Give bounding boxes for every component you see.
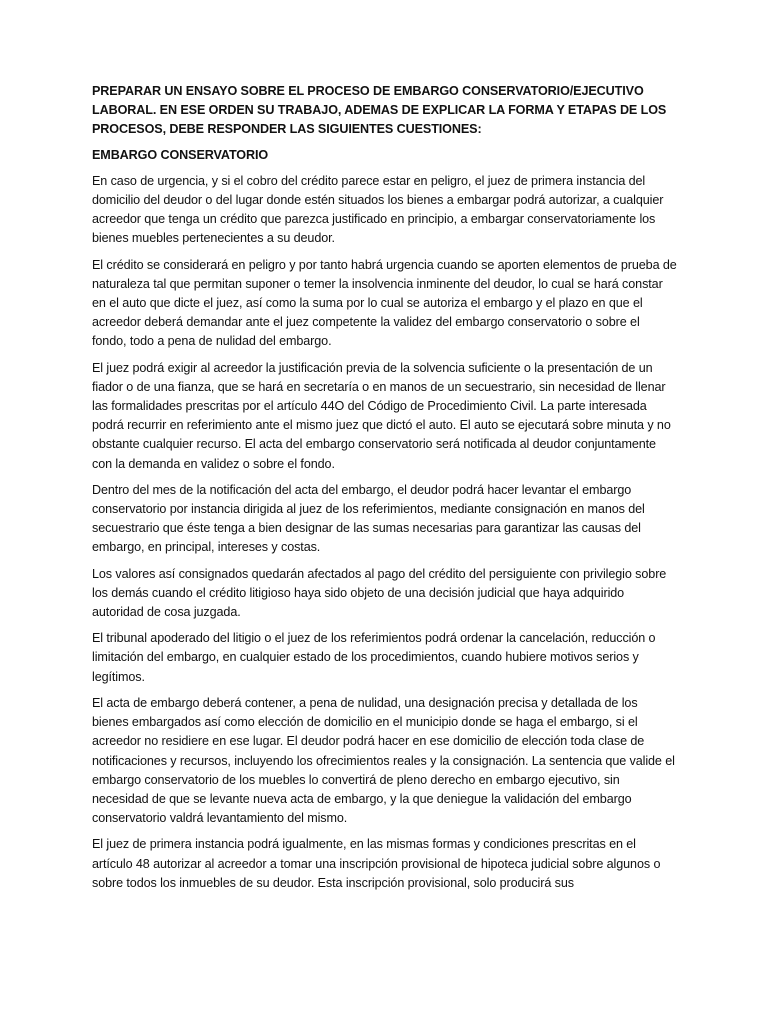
section-title: EMBARGO CONSERVATORIO xyxy=(92,147,269,162)
paragraph: El crédito se considerará en peligro y por tanto habrá urgencia cuando se aporten elementos de prueba de naturaleza tal que permitan suponer o temer la insolvencia inminente del deudor, lo cual se hará constar en el auto que dicte el juez, así como la suma por lo cual se autoriza el embargo y el plazo en que el acreedor deberá demandar ante el juez competente la validez del embargo conservatorio o sobre el fondo, todo a pena de nulidad del embargo. xyxy=(92,257,677,349)
paragraph: Dentro del mes de la notificación del acta del embargo, el deudor podrá hacer levantar el embargo conservatorio por instancia dirigida al juez de los referimientos, mediante consignación en manos del secuestrario que éste tenga a bien designar de las sumas necesarias para garantizar las causas del embargo, en principal, intereses y costas. xyxy=(92,482,645,555)
paragraph: El juez podrá exigir al acreedor la justificación previa de la solvencia suficiente o la presentación de un fiador o de una fianza, que se hará en secretaría o en manos de un secuestrario, sin necesidad de llenar las formalidades prescritas por el artículo 44O del Código de Procedimiento Civil. La parte interesada podrá recurrir en referimiento ante el mismo juez que dictó el auto. El auto se ejecutará sobre minuta y no obstante cualquier recurso. El acta del embargo conservatorio será notificada al deudor conjuntamente con la demanda en validez o sobre el fondo. xyxy=(92,360,671,471)
paragraph: El tribunal apoderado del litigio o el juez de los referimientos podrá ordenar la cancelación, reducción o limitación del embargo, en cualquier estado de los procedimientos, cuando hubiere motivos serios y legítimos. xyxy=(92,631,656,684)
document-body xyxy=(92,82,677,900)
paragraph: El acta de embargo deberá contener, a pena de nulidad, una designación precisa y detallada de los bienes embargados así como elección de domicilio en el municipio donde se haga el embargo, si el acreedor no residiere en ese lugar. El deudor podrá hacer en ese domicilio de elección toda clase de notificaciones y recursos, incluyendo los ofrecimientos reales y la consignación. La sentencia que valide el embargo conservatorio de los muebles lo convertirá de pleno derecho en embargo ejecutivo, sin necesidad de que se levante nueva acta de embargo, y la que deniegue la validación del embargo conservatorio valdrá levantamiento del mismo. xyxy=(92,695,675,826)
paragraph: El juez de primera instancia podrá igualmente, en las mismas formas y condiciones prescritas en el artículo 48 autorizar al acreedor a tomar una inscripción provisional de hipoteca judicial sobre algunos o sobre todos los inmuebles de su deudor. Esta inscripción provisional, solo producirá sus xyxy=(92,837,661,890)
paragraph: En caso de urgencia, y si el cobro del crédito parece estar en peligro, el juez de primera instancia del domicilio del deudor o del lugar donde estén situados los bienes a embargar podrá autorizar, a cualquier acreedor que tenga un crédito que parezca justificado en principio, a embargar conservatoriamente los bienes muebles pertenecientes a su deudor. xyxy=(92,173,664,246)
paragraph: Los valores así consignados quedarán afectados al pago del crédito del persiguiente con privilegio sobre los demás cuando el crédito litigioso haya sido objeto de una decisión judicial que haya adquirido autoridad de cosa juzgada. xyxy=(92,566,667,620)
assignment-heading: PREPARAR UN ENSAYO SOBRE EL PROCESO DE EMBARGO CONSERVATORIO/EJECUTIVO LABORAL. EN ESE ORDEN SU TRABAJO, ADEMAS DE EXPLICAR LA FORMA Y ETAPAS DE LOS PROCESOS, DEBE RESPONDER LAS SIGUIENTES CUESTIONES: xyxy=(92,84,667,137)
